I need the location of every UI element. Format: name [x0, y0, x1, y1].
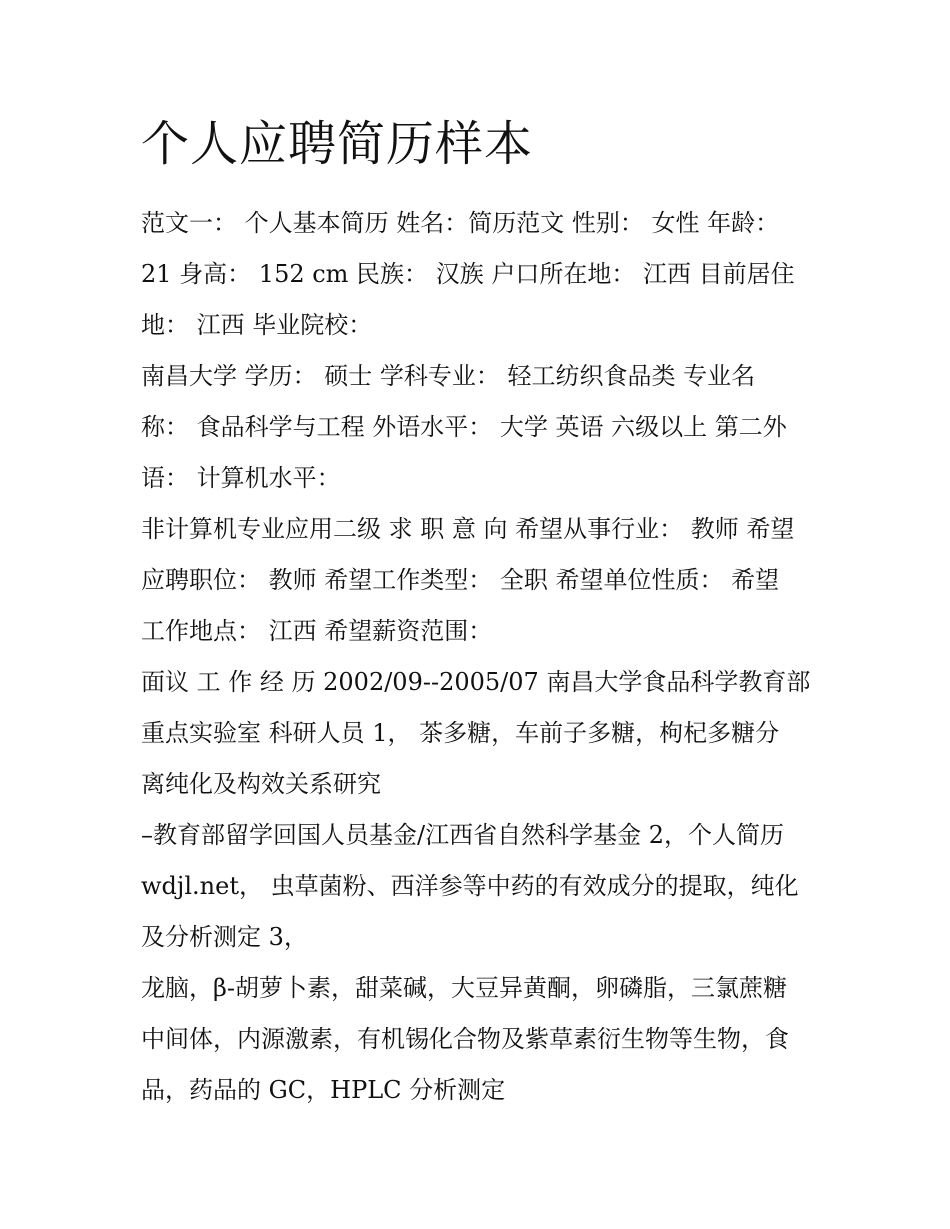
text-line: 范文一： 个人基本简历 姓名：简历范文 性别： 女性 年龄：: [141, 209, 780, 237]
text-line: 称： 食品科学与工程 外语水平： 大学 英语 六级以上 第二外: [141, 413, 787, 441]
text-line: 应聘职位： 教师 希望工作类型： 全职 希望单位性质： 希望: [141, 566, 780, 594]
text-line: 离纯化及构效关系研究: [141, 770, 381, 798]
text-line: 非计算机专业应用二级 求 职 意 向 希望从事行业： 教师 希望: [141, 515, 795, 543]
text-line: 面议 工 作 经 历 2002/09--2005/07 南昌大学食品科学教育部: [141, 668, 811, 696]
text-line: 中间体，内源激素，有机锡化合物及紫草素衍生物等生物，食: [141, 1025, 789, 1053]
text-line: 工作地点： 江西 希望薪资范围：: [141, 617, 493, 645]
text-line: 龙脑，β-胡萝卜素，甜菜碱，大豆异黄酮，卵磷脂，三氯蔗糖: [141, 974, 787, 1002]
text-line: 地： 江西 毕业院校：: [141, 311, 373, 339]
text-line: –教育部留学回国人员基金/江西省自然科学基金 2，个人简历: [141, 821, 784, 849]
text-line: 重点实验室 科研人员 1， 茶多糖，车前子多糖，枸杞多糖分: [141, 719, 780, 747]
text-line: 及分析测定 3，: [141, 923, 308, 951]
text-line: 品，药品的 GC，HPLC 分析测定: [141, 1076, 506, 1104]
document-body: [141, 198, 821, 1116]
document-title: 个人应聘简历样本: [141, 116, 534, 172]
text-line: wdjl.net， 虫草菌粉、西洋参等中药的有效成分的提取，纯化: [141, 872, 799, 900]
document-page: [141, 112, 821, 1116]
text-line: 语： 计算机水平：: [141, 464, 341, 492]
text-line: 21 身高： 152 cm 民族： 汉族 户口所在地： 江西 目前居住: [141, 260, 795, 288]
text-line: 南昌大学 学历： 硕士 学科专业： 轻工纺织食品类 专业名: [141, 362, 756, 390]
